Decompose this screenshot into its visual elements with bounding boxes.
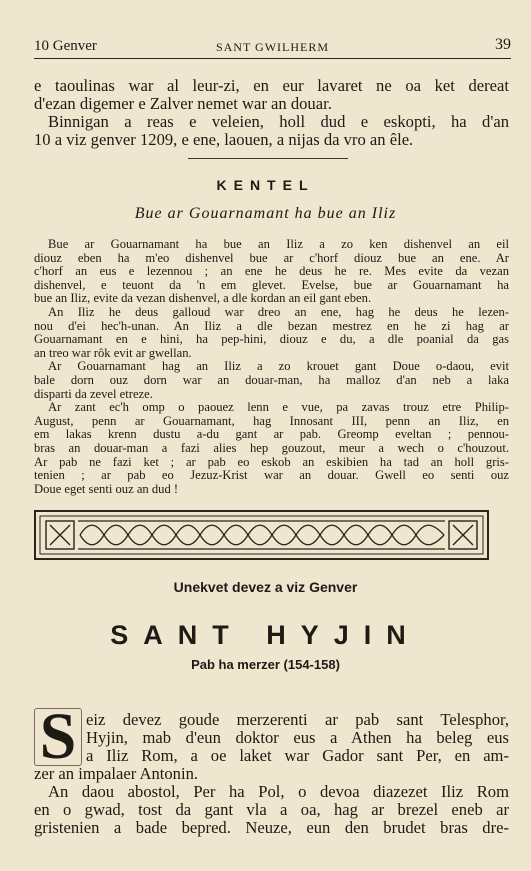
text-line: a Iliz Rom, a oe laket war Gador sant Per, en am- [86,746,509,765]
text-line: gristenien a bade bepred. Neuze, eun den brudet bras dre- [34,818,509,837]
running-header [34,34,511,59]
text-line: An daou abostol, Per ha Pol, o devoa diazezet Iliz Rom [48,782,509,801]
text-line: diouz eben ha m'eo dishenvel bue ar c'horf diouz bue an ene. Ar [34,250,509,265]
drop-cap-frame [34,708,82,766]
text-line: an treo war rôk evit ar gwellan. [34,345,192,360]
text-line: tenien ; ar pab eo Jezuz-Krist war an douar. Gwell eo senti ouz [34,468,509,483]
text-line: Bue ar Gouarnamant ha bue an Iliz a zo ken dishenvel an eil [48,237,509,251]
kentel-title: KENTEL [216,177,315,193]
page-number: 39 [495,36,511,53]
text-line: Ar pab ne fazi ket ; ar pab eo eskob an eskibien ha tad an holl gris- [34,454,509,469]
text-line: e taoulinas war al leur-zi, en eur lavaret ne oa ket dereat [34,76,509,95]
text-line: Ar zant ec'h omp o paouez lenn e vue, pa zavas trouz etre Philip- [48,400,509,415]
text-line: Hyjin, mab d'eun doktor eus a Athen ha beleg eus [86,728,509,747]
header-date: 10 Genver [34,38,97,54]
kentel-subtitle: Bue ar Gouarnamant ha bue an Iliz [134,205,397,222]
text-line: August, penn ar Gouarnamant, hag Innosant III, penn an Iliz, en [34,413,509,428]
saint-subtitle: Pab ha merzer (154-158) [191,657,340,672]
text-line: Ar Gouarnamant hag an Iliz a zo krouet gant Doue o-daou, evit [48,359,509,374]
text-line: bras an douar-man a fazi alies hep gouzout, meur a wech o c'houzout. [34,440,509,455]
saint-body-capped [86,711,509,765]
kentel-body [34,238,509,496]
text-line: Doue eget senti ouz an dud ! [34,481,179,496]
text-line: zer an impalaer Antonin. [34,764,199,783]
text-line: nou d'ei hec'h-unan. An Iliz a dle bezan mestrez en he zi hag ar [34,318,509,333]
decorative-band [34,510,489,560]
text-line: eiz devez goude merzerenti ar pab sant Telesphor, [86,710,509,729]
text-line: c'horf an eus e lezennou ; an ene he deus he re. Mes evite da vezan [34,264,509,279]
drop-cap-letter: S [39,700,77,773]
intro-paragraph [34,77,509,149]
section-date-heading: Unekvet devez a viz Genver [173,579,358,595]
saint-body [34,765,509,837]
text-line: em lakas krenn dustu a-du gant ar pab. Greomp eveltan ; pennou- [34,427,509,442]
text-line: bue an Iliz, evite da vezan dishenvel, a dle kordan an eil gant eben. [34,291,372,306]
separator-rule [188,158,348,159]
text-line: An Iliz he deus galloud war dreo an ene, hag he deus he lezen- [48,304,509,319]
text-line: d'ezan digemer e Zalver nemet war an douar. [34,94,332,113]
text-line: en o gwad, tost da gant vla a oa, hag ar brezel eneb ar [34,800,509,819]
saint-title: SANT HYJIN [110,620,421,650]
text-line: Binnigan a reas e veleien, holl dud e eskopti, ha d'an [48,112,509,131]
header-saint: SANT GWILHERM [215,40,330,54]
knotwork-ornament [36,512,487,558]
text-line: disparti da zevel etreze. [34,386,153,401]
text-line: Gouarnamant en e hini, ha pep-hini, diouz e du, a dle poanial da gas [34,332,509,347]
drop-cap [34,700,82,773]
text-line: dishenvel, e teuont da 'n em glevet. Evelse, bue ar Gouarnamant ha [34,277,509,292]
text-line: 10 a viz genver 1209, e ene, laouen, a nijas da vro an êle. [34,130,414,149]
text-line: bale dorn ouz dorn war an douar-man, ha malloz d'an neb a laka [34,372,509,387]
